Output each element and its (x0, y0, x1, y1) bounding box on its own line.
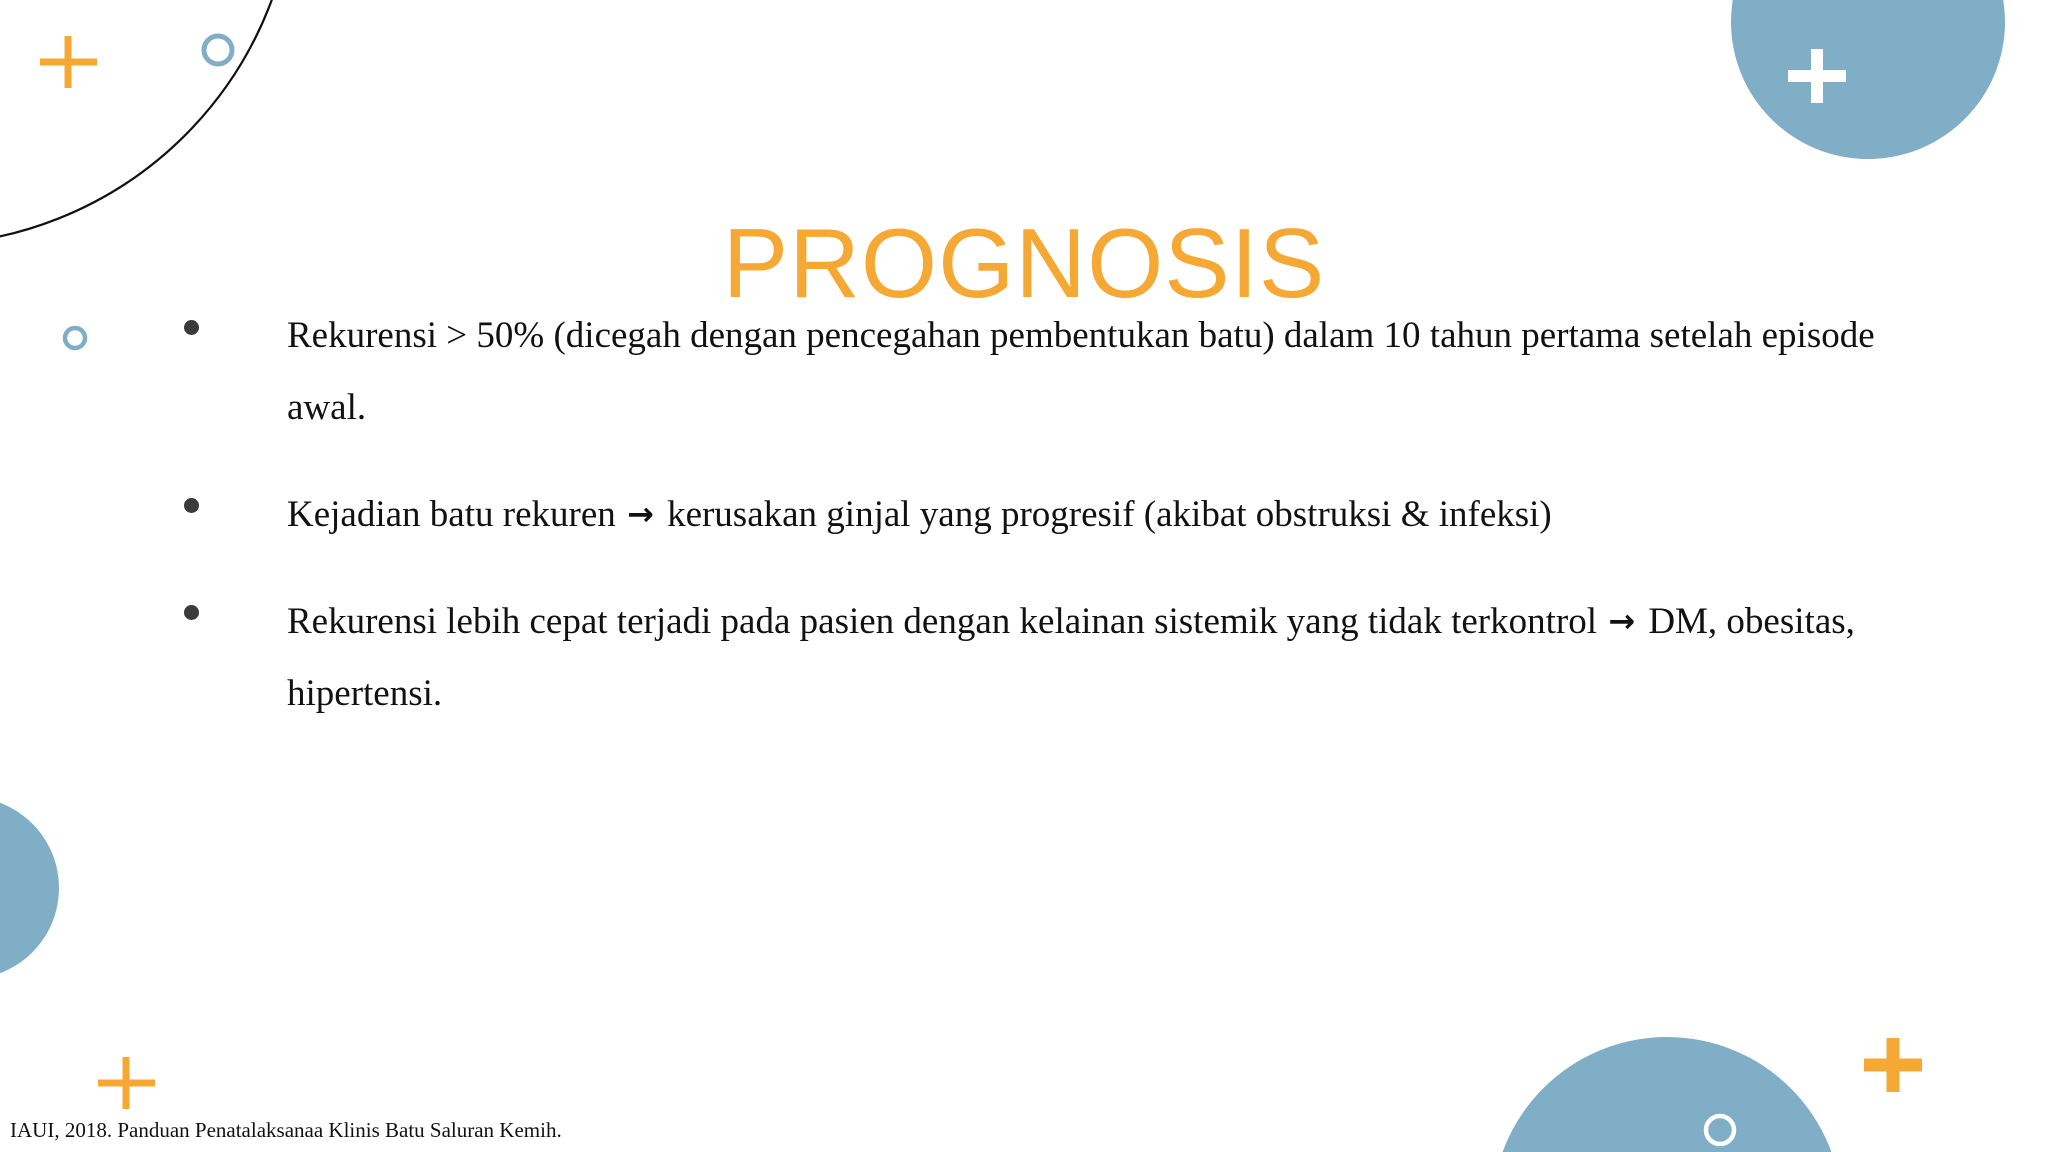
citation-footer: IAUI, 2018. Panduan Penatalaksanaa Klinis Batu Saluran Kemih. (10, 1118, 562, 1142)
bullet-text: kerusakan ginjal yang progresif (akibat obstruksi & infeksi) (667, 494, 1552, 535)
bullet-item (178, 300, 1878, 444)
bullet-text: Rekurensi > 50% (dicegah dengan pencegahan pembentukan batu) dalam 10 tahun pertama setelah episode awal. (287, 315, 1875, 428)
slide-title: PROGNOSIS (722, 207, 1326, 318)
ring-icon (204, 36, 232, 64)
blue-circle-top-right (1731, 0, 2005, 159)
bullet-dot-icon (184, 605, 199, 620)
arrow-right-icon: → (1608, 602, 1636, 640)
bullet-text: Rekurensi lebih cepat terjadi pada pasien dengan kelainan sistemik yang tidak terkontrol (287, 601, 1597, 642)
bullet-dot-icon (184, 320, 199, 335)
blue-circle-bottom-right (1492, 1037, 1842, 1152)
ring-icon (65, 328, 85, 348)
bullet-item (178, 478, 1878, 551)
blue-circle-left (0, 797, 59, 979)
plus-icon (1864, 1038, 1922, 1092)
arrow-right-icon: → (627, 495, 654, 533)
bullet-text: Kejadian batu rekuren (287, 494, 616, 535)
bullet-list (178, 300, 1878, 764)
decorative-arc (0, 0, 295, 245)
plus-icon (40, 36, 97, 88)
plus-icon (98, 1057, 155, 1109)
bullet-text: DM, obesitas, hipertensi. (287, 601, 1855, 714)
bullet-item (178, 585, 1878, 730)
bullet-dot-icon (184, 498, 199, 513)
